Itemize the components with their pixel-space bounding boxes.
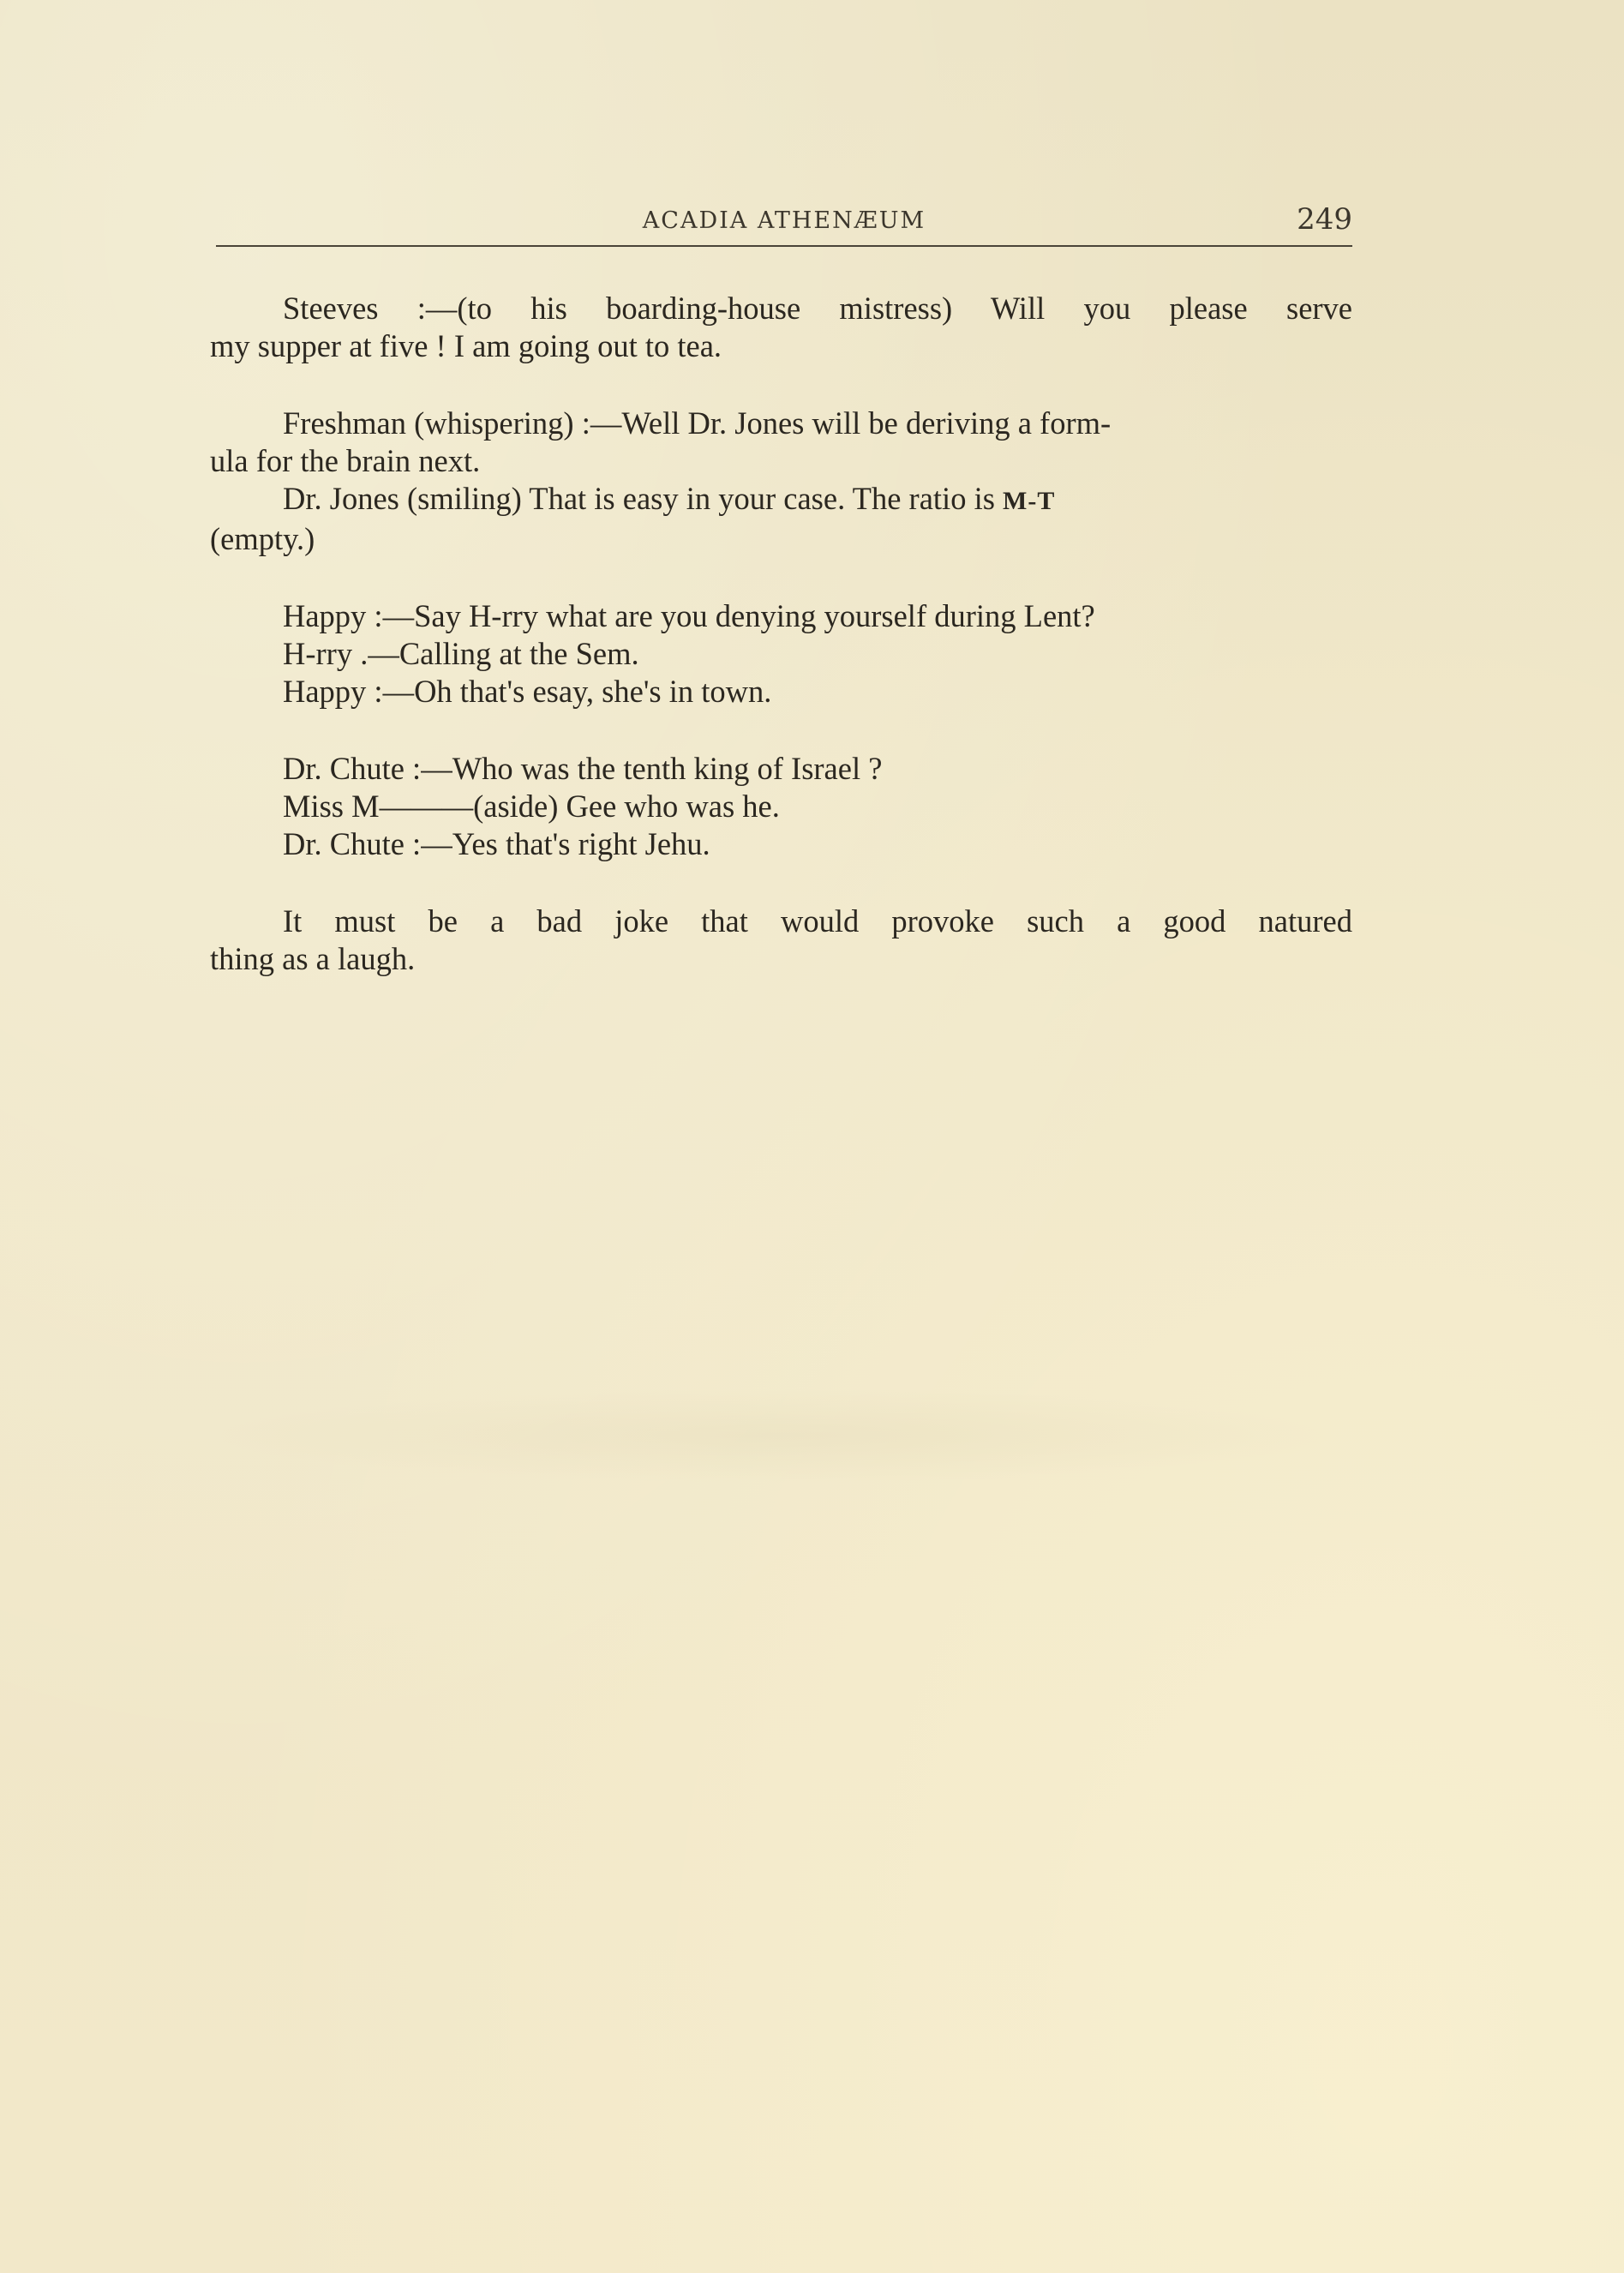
joke-happy xyxy=(210,597,1352,711)
running-header xyxy=(216,199,1352,240)
text-line: ula for the brain next. xyxy=(210,443,481,478)
text-line: Freshman (whispering) :—Well Dr. Jones will be deriving a form- xyxy=(283,405,1112,441)
ratio-mt: M-T xyxy=(1003,487,1056,515)
text-line xyxy=(210,480,1352,520)
joke-freshman xyxy=(210,405,1352,558)
text-line: H-rry .—Calling at the Sem. xyxy=(283,636,639,671)
text-line: Miss M———(aside) Gee who was he. xyxy=(283,789,780,824)
joke-steeves xyxy=(210,290,1352,365)
page-number: 249 xyxy=(1297,202,1352,237)
page-body xyxy=(210,290,1352,1017)
text-line: Happy :—Oh that's esay, she's in town. xyxy=(283,674,772,709)
text-line: Steeves :—(to his boarding-house mistress) Will you please serve xyxy=(283,291,1352,326)
text-line: Happy :—Say H-rry what are you denying yourself during Lent? xyxy=(283,598,1095,633)
text-line: my supper at five ! I am going out to tea. xyxy=(210,328,722,363)
text-line: Dr. Chute :—Yes that's right Jehu. xyxy=(283,826,710,861)
text-line: (empty.) xyxy=(210,521,315,556)
paper-stain xyxy=(210,1388,1350,1483)
dr-jones-reply: Dr. Jones (smiling) That is easy in your case. The ratio is xyxy=(283,481,1004,516)
closing-remark xyxy=(210,903,1352,978)
header-rule xyxy=(216,245,1352,247)
text-line: Dr. Chute :—Who was the tenth king of Israel ? xyxy=(283,751,883,786)
text-line: It must be a bad joke that would provoke such a good natured xyxy=(283,903,1352,939)
journal-title: ACADIA ATHENÆUM xyxy=(642,207,926,234)
joke-chute xyxy=(210,750,1352,863)
text-line: thing as a laugh. xyxy=(210,941,416,976)
